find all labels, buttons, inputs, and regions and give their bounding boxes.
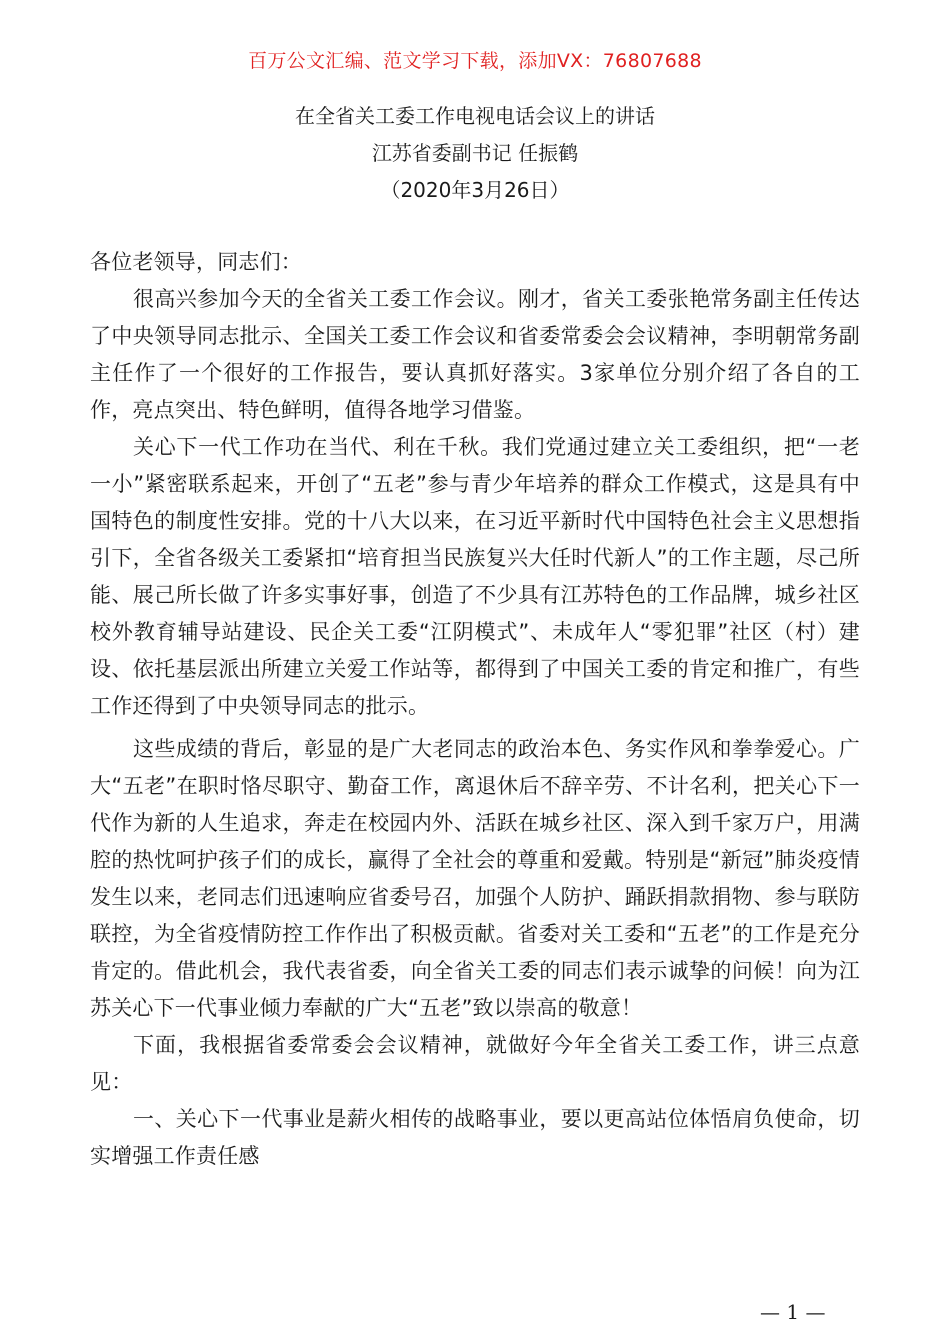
paragraph-3: 这些成绩的背后，彰显的是广大老同志的政治本色、务实作风和拳拳爱心。广大“五老”在职时恪尽职守、勤奋工作，离退休后不辞辛劳、不计名利，把关心下一代作为新的人生追求，奔走在校园内外、活跃在城乡社区、深入到千家万户，用满腔的热忱呵护孩子们的成长，赢得了全社会的尊重和爱戴。特别是“新冠”肺炎疫情发生以来，老同志们迅速响应省委号召，加强个人防护、踊跃捐款捐物、参与联防联控，为全省疫情防控工作作出了积极贡献。省委对关工委和“五老”的工作是充分肯定的。借此机会，我代表省委，向全省关工委的同志们表示诚挚的问候！向为江苏关心下一代事业倾力奉献的广大“五老”致以崇高的敬意！	[90, 737, 860, 1020]
salutation: 各位老领导，同志们：	[90, 250, 302, 274]
paragraph-1: 很高兴参加今天的全省关工委工作会议。刚才，省关工委张艳常务副主任传达了中央领导同志批示、全国关工委工作会议和省委常委会会议精神，李明朝常务副主任作了一个很好的工作报告，要认真抓好落实。3家单位分别介绍了各自的工作，亮点突出、特色鲜明，值得各地学习借鉴。	[90, 287, 860, 422]
section-heading-1: 一、关心下一代事业是薪火相传的战略事业，要以更高站位体悟肩负使命，切实增强工作责任感	[90, 1107, 860, 1168]
speech-date: （2020年3月26日）	[380, 178, 570, 202]
page-number: — 1 —	[760, 1300, 826, 1324]
speech-title: 在全省关工委工作电视电话会议上的讲话	[295, 104, 655, 128]
speech-body	[90, 244, 860, 1175]
watermark-banner: 百万公文汇编、范文学习下载，添加VX：76807688	[248, 50, 702, 72]
paragraph-4: 下面，我根据省委常委会会议精神，就做好今年全省关工委工作，讲三点意见：	[90, 1033, 860, 1094]
speech-author: 江苏省委副书记 任振鹤	[371, 141, 579, 165]
paragraph-2: 关心下一代工作功在当代、利在千秋。我们党通过建立关工委组织，把“一老一小”紧密联系起来，开创了“五老”参与青少年培养的群众工作模式，这是具有中国特色的制度性安排。党的十八大以来，在习近平新时代中国特色社会主义思想指引下，全省各级关工委紧扣“培育担当民族复兴大任时代新人”的工作主题，尽己所能、展己所长做了许多实事好事，创造了不少具有江苏特色的工作品牌，城乡社区校外教育辅导站建设、民企关工委“江阴模式”、未成年人“零犯罪”社区（村）建设、依托基层派出所建立关爱工作站等，都得到了中国关工委的肯定和推广，有些工作还得到了中央领导同志的批示。	[90, 435, 860, 718]
